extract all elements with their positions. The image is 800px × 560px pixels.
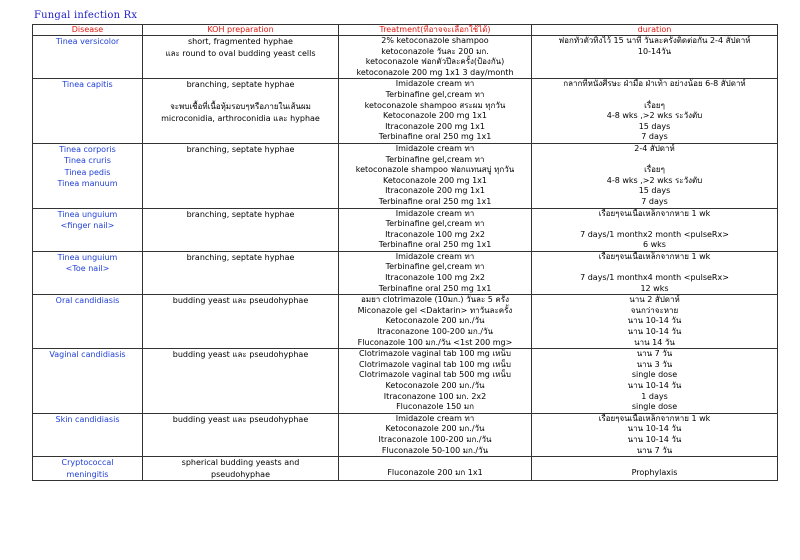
koh-cell [143,143,339,208]
treatment-cell [339,208,532,251]
treatment-line: Itraconazole 200 mg 1x1 [385,186,485,196]
duration-line: 7 days/1 monthx4 month <pulseRx> [580,273,729,283]
duration-line: 1 days [641,391,668,401]
treatment-line [341,457,529,468]
duration-cell [532,457,778,481]
koh-line: budding yeast และ pseudohyphae [172,296,309,306]
treatment-line: ketoconazole shampoo สระผม ทุกวัน [364,100,506,110]
duration-cell [532,143,778,208]
koh-cell [143,79,339,144]
duration-line: นาน 10-14 วัน [627,424,682,434]
disease-line: <Toe nail> [65,264,110,274]
koh-cell [143,295,339,349]
duration-line: ฟอกทั่วตัวทิ้งไว้ 15 นาที วันละครั้งติดต่อกัน 2-4 สัปดาห์ [558,36,751,45]
koh-line: branching, septate hyphae [186,252,295,262]
disease-line: Skin candidiasis [55,414,120,424]
treatment-cell [339,251,532,294]
treatment-line: Itraconazole 100 mg 2x2 [385,229,485,239]
treatment-line: Terbinafine oral 250 mg 1x1 [378,240,492,250]
duration-line [534,90,775,101]
duration-line: single dose [631,402,678,412]
treatment-line: ketoconazole 200 mg 1x1 3 day/month [356,67,514,77]
duration-line: 10-14วัน [637,46,672,56]
treatment-line: Itraconazone 100 มก. 2x2 [383,391,487,401]
treatment-line: ketoconazole shampoo ฟอกแทนสบู่ ทุกวัน [355,165,515,175]
treatment-line: Itraconazole 200 mg 1x1 [385,121,485,131]
treatment-line: Imidazole cream ทา [395,79,475,89]
treatment-cell [339,143,532,208]
treatment-line: Imidazole cream ทา [395,208,475,218]
treatment-line: 2% ketoconazole shampoo [381,36,489,45]
treatment-cell [339,36,532,79]
treatment-line: Terbinafine gel,cream ทา [385,219,485,229]
duration-line: นาน 2 สัปดาห์ [629,295,680,305]
duration-line: 15 days [638,186,671,196]
duration-cell [532,251,778,294]
treatment-line: Terbinafine oral 250 mg 1x1 [378,132,492,142]
disease-line: Tinea capitis [62,80,113,90]
koh-cell [143,208,339,251]
duration-line: 15 days [638,121,671,131]
duration-cell [532,36,778,79]
table-row [33,413,778,456]
treatment-line: Terbinafine oral 250 mg 1x1 [378,283,492,293]
koh-cell [143,413,339,456]
duration-line: 7 days [641,196,668,206]
treatment-line: Itraconazone 100-200 มก./วัน [377,327,493,337]
duration-line: กลากที่หนังศีรษะ ฝ่ามือ ฝ่าเท้า อย่างน้อย 6-8 สัปดาห์ [563,79,746,89]
treatment-cell [339,349,532,414]
duration-line: เรื่อยๆจนเนื้อเหล็กจากหาย 1 wk [598,413,711,423]
disease-line: Oral candidiasis [55,296,120,306]
disease-cell [33,143,143,208]
disease-cell [33,251,143,294]
koh-line: microconidia, arthroconidia และ hyphae [161,113,320,123]
treatment-cell [339,295,532,349]
treatment-line: Itraconazole 100 mg 2x2 [385,273,485,283]
table-row [33,79,778,144]
duration-line: นาน 14 วัน [634,337,675,347]
treatment-line: Ketoconazole 200 mg 1x1 [383,175,487,185]
disease-line: Tinea versicolor [55,37,120,46]
disease-line: Tinea corporis [59,144,116,154]
duration-line: single dose [631,370,678,380]
disease-cell [33,79,143,144]
treatment-line: Fluconazole 100 มก./วัน <1st 200 mg> [357,337,513,347]
table-row [33,457,778,481]
treatment-line: ketoconazole ฟอกตัวปีละครั้ง(ป้องกัน) [365,57,505,67]
duration-line: เรื่อยๆจนเนื้อเหล็กจากหาย 1 wk [598,208,711,218]
page-title: Fungal infection Rx [34,10,138,21]
koh-line: budding yeast และ pseudohyphae [172,350,309,360]
duration-line [534,155,775,166]
disease-line: Tinea unguium [57,252,118,262]
koh-line: spherical budding yeasts and [181,458,300,468]
header-disease: Disease [33,25,143,36]
treatment-line: Clotrimazole vaginal tab 500 mg เหน็บ [359,370,511,380]
duration-line: 7 days [641,132,668,142]
treatment-line: Ketoconazole 200 มก./วัน [385,424,485,434]
treatment-line: Imidazole cream ทา [395,413,475,423]
table-body [33,36,778,481]
table-row [33,143,778,208]
treatment-line: Fluconazole 50-100 มก./วัน [381,445,489,455]
treatment-line: Ketoconazole 200 mg 1x1 [383,111,487,121]
duration-line: 4-8 wks ,>2 wks ระวังตับ [606,111,703,121]
duration-line: เรื่อยๆ [644,100,665,110]
disease-line: Cryptococcal [61,458,114,468]
treatment-cell [339,79,532,144]
duration-line: นาน 10-14 วัน [627,327,682,337]
treatment-line: Ketoconazole 200 มก./วัน [385,316,485,326]
treatment-line: Terbinafine gel,cream ทา [385,154,485,164]
treatment-line: Clotrimazole vaginal tab 100 mg เหน็บ [359,349,511,359]
disease-line: Vaginal candidiasis [49,350,126,360]
treatment-line: Itraconazole 100-200 มก./วัน [378,434,492,444]
disease-cell [33,295,143,349]
koh-line [145,91,336,102]
header-koh: KOH preparation [143,25,339,36]
treatment-line: อมยา clotrimazole (10มก.) วันละ 5 ครั้ง [361,295,509,305]
treatment-table [32,24,778,481]
table-row [33,251,778,294]
treatment-line: Terbinafine gel,cream ทา [385,89,485,99]
duration-line: นาน 10-14 วัน [627,316,682,326]
koh-line: branching, septate hyphae [186,209,295,219]
duration-line: 2-4 สัปดาห์ [634,143,675,153]
treatment-line: Terbinafine gel,cream ทา [385,262,485,272]
duration-line: นาน 10-14 วัน [627,381,682,390]
treatment-line: Clotrimazole vaginal tab 100 mg เหน็บ [359,359,511,369]
treatment-line: Ketoconazole 200 มก./วัน [385,381,485,390]
treatment-line: Fluconazole 150 มก [396,402,474,412]
koh-line: branching, septate hyphae [186,144,295,154]
header-treatment: Treatment(ที่อาจจะเลือกใช้ได้) [339,25,532,36]
duration-cell [532,79,778,144]
table-row [33,349,778,414]
disease-line: Tinea cruris [64,156,111,166]
treatment-line: Imidazole cream ทา [395,143,475,153]
koh-line: pseudohyphae [211,469,270,479]
duration-line: 4-8 wks ,>2 wks ระวังตับ [606,175,703,185]
koh-line: จะพบเชื้อที่เนื้อหุ้มรอบๆหรือภายในเส้นผม [170,102,311,112]
duration-line: เรื่อยๆ [644,165,665,175]
koh-cell [143,457,339,481]
duration-cell [532,208,778,251]
koh-line: budding yeast และ pseudohyphae [172,414,309,424]
koh-cell [143,349,339,414]
koh-line: short, fragmented hyphae [188,37,293,46]
table-row [33,36,778,79]
treatment-cell [339,413,532,456]
disease-line: <finger nail> [60,221,115,230]
duration-line: เรื่อยๆจนเนื้อเหล็กจากหาย 1 wk [598,251,711,261]
duration-line: นาน 10-14 วัน [627,434,682,444]
disease-line: Tinea pedis [64,167,111,177]
treatment-line: Terbinafine oral 250 mg 1x1 [378,196,492,206]
header-duration: duration [532,25,778,36]
koh-cell [143,251,339,294]
table-row [33,208,778,251]
duration-line: 12 wks [640,283,669,293]
duration-line: นาน 7 วัน [636,445,673,455]
table-row [33,295,778,349]
treatment-line: Miconazole gel <Daktarin> ทาวันละครั้ง [357,305,513,315]
disease-cell [33,208,143,251]
table-header-row [33,25,778,36]
koh-line: branching, septate hyphae [186,80,295,90]
koh-line: และ round to oval budding yeast cells [165,48,316,58]
duration-line: 7 days/1 monthx2 month <pulseRx> [580,229,729,239]
duration-line: Prophylaxis [631,467,678,477]
duration-line: จนกว่าจะหาย [630,305,679,315]
disease-cell [33,36,143,79]
disease-cell [33,413,143,456]
disease-line: Tinea unguium [57,209,118,219]
disease-cell [33,349,143,414]
koh-cell [143,36,339,79]
duration-line [534,457,775,468]
duration-line [534,262,775,273]
treatment-line: Imidazole cream ทา [395,251,475,261]
duration-line [534,219,775,230]
disease-line: meningitis [66,469,109,479]
treatment-cell [339,457,532,481]
duration-cell [532,295,778,349]
treatment-line: ketoconazole วันละ 200 มก. [381,46,489,56]
duration-cell [532,413,778,456]
duration-line: นาน 3 วัน [636,359,673,369]
disease-line: Tinea manuum [57,179,118,189]
duration-cell [532,349,778,414]
treatment-line: Fluconazole 200 มก 1x1 [387,467,483,477]
duration-line: นาน 7 วัน [636,349,673,359]
duration-line: 6 wks [643,240,666,250]
disease-cell [33,457,143,481]
